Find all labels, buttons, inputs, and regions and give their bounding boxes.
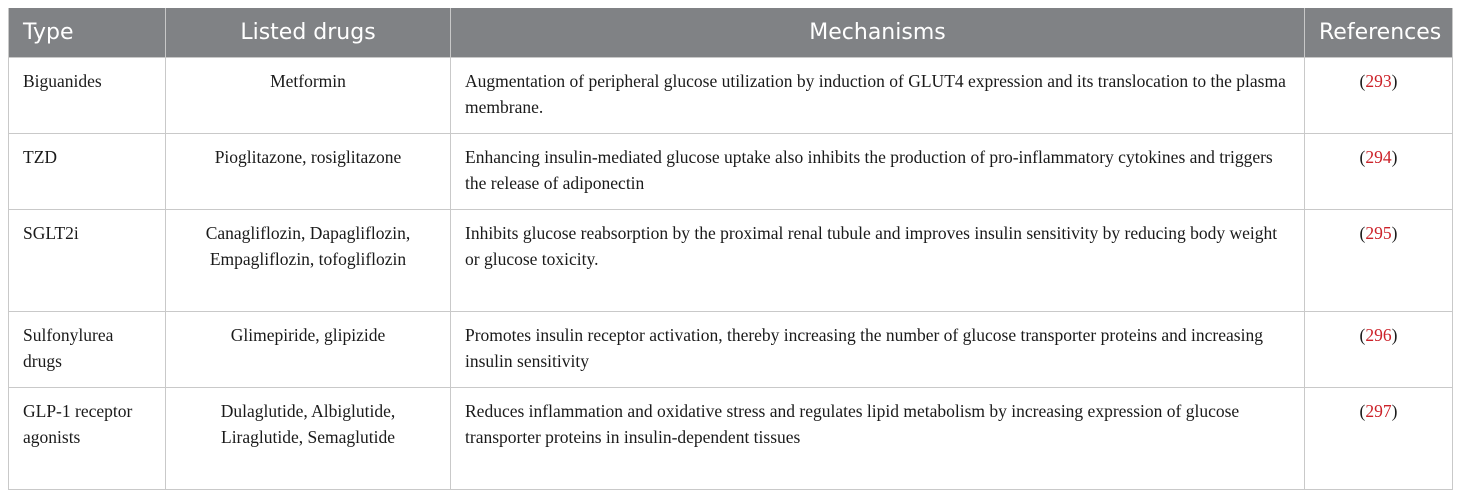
- header-type: Type: [9, 8, 166, 58]
- table-header: [9, 8, 1453, 58]
- header-listed-drugs: Listed drugs: [166, 8, 451, 58]
- ref-open-paren: (: [1359, 401, 1366, 421]
- cell-reference: [1305, 134, 1453, 210]
- drug-mechanism-table-container: [8, 8, 1452, 490]
- cell-mechanism: Enhancing insulin-mediated glucose uptake also inhibits the production of pro-inflammatory cytokines and triggers the release of adiponectin: [451, 134, 1305, 210]
- cell-drugs: Metformin: [166, 58, 451, 134]
- reference-link[interactable]: 295: [1365, 223, 1392, 243]
- cell-reference: [1305, 210, 1453, 312]
- header-mechanisms: Mechanisms: [451, 8, 1305, 58]
- table-row: [9, 210, 1453, 312]
- header-references: References: [1305, 8, 1453, 58]
- table-row: [9, 58, 1453, 134]
- ref-open-paren: (: [1359, 147, 1366, 167]
- ref-open-paren: (: [1359, 71, 1366, 91]
- ref-open-paren: (: [1359, 325, 1366, 345]
- reference-link[interactable]: 296: [1365, 325, 1392, 345]
- cell-mechanism: Reduces inflammation and oxidative stress and regulates lipid metabolism by increasing expression of glucose transporter proteins in insulin-dependent tissues: [451, 388, 1305, 490]
- reference-link[interactable]: 297: [1365, 401, 1392, 421]
- cell-reference: [1305, 312, 1453, 388]
- table-row: [9, 134, 1453, 210]
- reference-link[interactable]: 294: [1365, 147, 1392, 167]
- cell-mechanism: Inhibits glucose reabsorption by the proximal renal tubule and improves insulin sensitivity by reducing body weight or glucose toxicity.: [451, 210, 1305, 312]
- drug-mechanism-table: [8, 8, 1453, 490]
- cell-type: GLP-1 receptor agonists: [9, 388, 166, 490]
- ref-close-paren: ): [1391, 71, 1398, 91]
- cell-type: Biguanides: [9, 58, 166, 134]
- cell-reference: [1305, 58, 1453, 134]
- table-body: [9, 58, 1453, 490]
- table-row: [9, 312, 1453, 388]
- cell-drugs: Dulaglutide, Albiglutide, Liraglutide, Semaglutide: [166, 388, 451, 490]
- ref-close-paren: ): [1391, 325, 1398, 345]
- header-row: [9, 8, 1453, 58]
- ref-close-paren: ): [1391, 147, 1398, 167]
- cell-drugs: Glimepiride, glipizide: [166, 312, 451, 388]
- ref-close-paren: ): [1391, 223, 1398, 243]
- reference-link[interactable]: 293: [1365, 71, 1392, 91]
- cell-mechanism: Promotes insulin receptor activation, thereby increasing the number of glucose transporter proteins and increasing insulin sensitivity: [451, 312, 1305, 388]
- cell-mechanism: Augmentation of peripheral glucose utilization by induction of GLUT4 expression and its translocation to the plasma membrane.: [451, 58, 1305, 134]
- ref-open-paren: (: [1359, 223, 1366, 243]
- table-row: [9, 388, 1453, 490]
- cell-type: SGLT2i: [9, 210, 166, 312]
- cell-reference: [1305, 388, 1453, 490]
- cell-drugs: Pioglitazone, rosiglitazone: [166, 134, 451, 210]
- ref-close-paren: ): [1391, 401, 1398, 421]
- cell-type: Sulfonylurea drugs: [9, 312, 166, 388]
- cell-type: TZD: [9, 134, 166, 210]
- cell-drugs: Canagliflozin, Dapagliflozin, Empagliflozin, tofogliflozin: [166, 210, 451, 312]
